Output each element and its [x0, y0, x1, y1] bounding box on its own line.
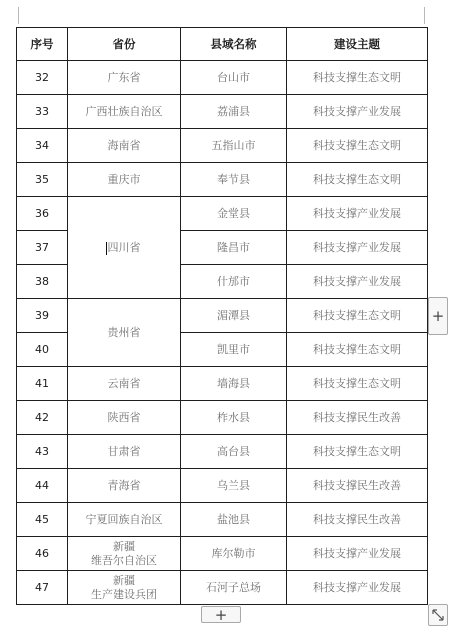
cell-no[interactable]: 38: [17, 265, 68, 299]
cell-province[interactable]: 广东省: [68, 61, 181, 95]
cell-county[interactable]: 台山市: [181, 61, 287, 95]
cell-no[interactable]: 40: [17, 333, 68, 367]
cell-county[interactable]: 奉节县: [181, 163, 287, 197]
cell-province-merged[interactable]: 贵州省: [68, 299, 181, 367]
cell-theme[interactable]: 科技支撑产业发展: [287, 95, 428, 129]
cell-province[interactable]: 重庆市: [68, 163, 181, 197]
cell-province[interactable]: 陕西省: [68, 401, 181, 435]
cell-province-merged[interactable]: [68, 197, 181, 299]
cell-no[interactable]: 34: [17, 129, 68, 163]
cell-theme[interactable]: 科技支撑产业发展: [287, 231, 428, 265]
cell-county[interactable]: 隆昌市: [181, 231, 287, 265]
cell-theme[interactable]: 科技支撑生态文明: [287, 333, 428, 367]
cell-no[interactable]: 46: [17, 537, 68, 571]
cell-theme[interactable]: 科技支撑生态文明: [287, 163, 428, 197]
cell-county[interactable]: 乌兰县: [181, 469, 287, 503]
cell-no[interactable]: 47: [17, 571, 68, 605]
province-text-with-cursor: [108, 241, 141, 255]
cell-theme[interactable]: 科技支撑生态文明: [287, 129, 428, 163]
cell-province[interactable]: 甘肃省: [68, 435, 181, 469]
cell-county[interactable]: 墙海县: [181, 367, 287, 401]
cell-county[interactable]: 高台县: [181, 435, 287, 469]
cell-province[interactable]: 广西壮族自治区: [68, 95, 181, 129]
header-cell-theme[interactable]: 建设主题: [287, 28, 428, 61]
cell-no[interactable]: 37: [17, 231, 68, 265]
cell-theme[interactable]: 科技支撑生态文明: [287, 367, 428, 401]
table-row: [17, 367, 428, 401]
cell-theme[interactable]: 科技支撑生态文明: [287, 435, 428, 469]
cell-theme[interactable]: 科技支撑产业发展: [287, 571, 428, 605]
cell-county[interactable]: 柞水县: [181, 401, 287, 435]
data-table: [16, 27, 428, 605]
cell-theme[interactable]: 科技支撑生态文明: [287, 299, 428, 333]
table-row: [17, 571, 428, 605]
cell-no[interactable]: 33: [17, 95, 68, 129]
cell-province[interactable]: 新疆 维吾尔自治区: [68, 537, 181, 571]
header-cell-no[interactable]: 序号: [17, 28, 68, 61]
cell-theme[interactable]: 科技支撑民生改善: [287, 469, 428, 503]
header-cell-county[interactable]: 县域名称: [181, 28, 287, 61]
cell-province[interactable]: 宁夏回族自治区: [68, 503, 181, 537]
cell-province[interactable]: 新疆 生产建设兵团: [68, 571, 181, 605]
cell-county[interactable]: 金堂县: [181, 197, 287, 231]
table-row: [17, 299, 428, 333]
cell-county[interactable]: 凯里市: [181, 333, 287, 367]
cell-no[interactable]: 41: [17, 367, 68, 401]
cell-county[interactable]: 石河子总场: [181, 571, 287, 605]
cell-province[interactable]: 青海省: [68, 469, 181, 503]
table-row: [17, 435, 428, 469]
add-column-button[interactable]: +: [428, 297, 448, 335]
cell-province[interactable]: 海南省: [68, 129, 181, 163]
add-row-button[interactable]: +: [201, 606, 241, 623]
cell-county[interactable]: 盐池县: [181, 503, 287, 537]
table-resize-handle[interactable]: [428, 604, 448, 626]
cell-no[interactable]: 39: [17, 299, 68, 333]
table-row: [17, 537, 428, 571]
margin-mark-top-right: [424, 7, 425, 24]
cell-no[interactable]: 44: [17, 469, 68, 503]
cell-no[interactable]: 43: [17, 435, 68, 469]
table-header-row: [17, 28, 428, 61]
table-row: [17, 197, 428, 231]
margin-mark-top-left: [18, 7, 19, 24]
cell-theme[interactable]: 科技支撑民生改善: [287, 401, 428, 435]
cell-county[interactable]: 库尔勒市: [181, 537, 287, 571]
cell-theme[interactable]: 科技支撑产业发展: [287, 537, 428, 571]
cell-no[interactable]: 35: [17, 163, 68, 197]
cell-county[interactable]: 湄潭县: [181, 299, 287, 333]
table-row: [17, 401, 428, 435]
header-cell-province[interactable]: 省份: [68, 28, 181, 61]
cell-theme[interactable]: 科技支撑产业发展: [287, 197, 428, 231]
table-row: [17, 129, 428, 163]
table-row: [17, 95, 428, 129]
cell-theme[interactable]: 科技支撑产业发展: [287, 265, 428, 299]
table-row: [17, 61, 428, 95]
cell-county[interactable]: 荔浦县: [181, 95, 287, 129]
table-row: [17, 469, 428, 503]
cell-no[interactable]: 36: [17, 197, 68, 231]
cell-no[interactable]: 32: [17, 61, 68, 95]
diagonal-arrows-icon: [429, 605, 447, 625]
cell-county[interactable]: 什邡市: [181, 265, 287, 299]
cell-province[interactable]: 云南省: [68, 367, 181, 401]
text-cursor: [106, 242, 107, 255]
cell-province-text: 四川省: [107, 240, 141, 254]
table-row: [17, 503, 428, 537]
cell-theme[interactable]: 科技支撑生态文明: [287, 61, 428, 95]
table-row: [17, 163, 428, 197]
cell-no[interactable]: 45: [17, 503, 68, 537]
cell-no[interactable]: 42: [17, 401, 68, 435]
cell-theme[interactable]: 科技支撑民生改善: [287, 503, 428, 537]
cell-county[interactable]: 五指山市: [181, 129, 287, 163]
